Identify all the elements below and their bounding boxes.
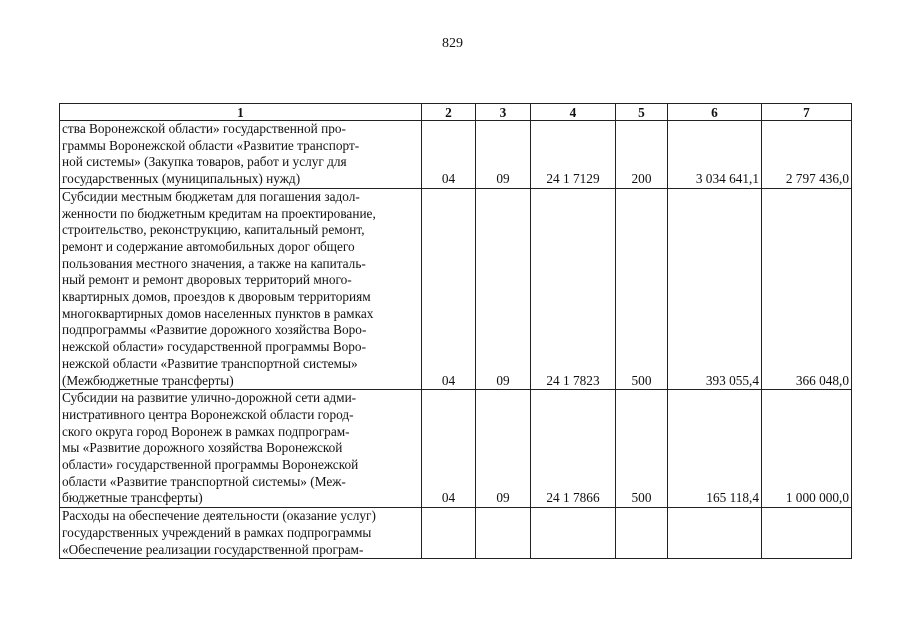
amount-year2-cell: 2 797 436,0: [762, 121, 852, 189]
description-line: Субсидии на развитие улично-дорожной сети адми-: [62, 390, 357, 406]
description-line: нежской области «Развитие транспортной системы»: [62, 355, 358, 371]
description-line: государственных учреждений в рамках подпрограммы: [62, 524, 372, 540]
amount-year2-cell: 366 048,0: [762, 188, 852, 389]
description-line: нистративного центра Воронежской области город-: [62, 406, 354, 422]
description-line: ной системы» (Закупка товаров, работ и услуг для: [62, 154, 347, 170]
amount-year1-cell: 165 118,4: [668, 390, 762, 508]
description-line: бюджетные трансферты): [62, 490, 203, 506]
column-header: 6: [668, 104, 762, 121]
target-article-cell: 24 1 7866: [531, 390, 616, 508]
table-row: [60, 390, 852, 508]
description-line: области» государственной программы Воронежской: [62, 457, 359, 473]
description-line: ского округа город Воронеж в рамках подпрограм-: [62, 423, 350, 439]
table-row: [60, 121, 852, 189]
target-article-cell: 24 1 7129: [531, 121, 616, 189]
description-line: ства Воронежской области» государственной про-: [62, 121, 346, 136]
description-line: нежской области» государственной программы Воро-: [62, 339, 366, 355]
description-line: ремонт и содержание автомобильных дорог общего: [62, 238, 355, 254]
row-description: [60, 508, 422, 559]
amount-year1-cell: [668, 508, 762, 559]
amount-year2-cell: [762, 508, 852, 559]
row-description: [60, 121, 422, 189]
target-article-cell: 24 1 7823: [531, 188, 616, 389]
table-header-row: [60, 104, 852, 121]
description-line: граммы Воронежской области «Развитие транспорт-: [62, 137, 360, 153]
expense-type-cell: [616, 508, 668, 559]
description-line: Субсидии местным бюджетам для погашения задол-: [62, 188, 360, 204]
description-line: мы «Развитие дорожного хозяйства Воронежской: [62, 440, 343, 456]
section-code-cell: 04: [422, 188, 476, 389]
subsection-code-cell: 09: [476, 390, 531, 508]
description-line: «Обеспечение реализации государственной програм-: [62, 541, 364, 557]
column-header: 4: [531, 104, 616, 121]
description-line: многоквартирных домов населенных пунктов в рамках: [62, 305, 374, 321]
column-header: 5: [616, 104, 668, 121]
description-line: квартирных домов, проездов к дворовым территориям: [62, 289, 371, 305]
description-line: строительство, реконструкцию, капитальный ремонт,: [62, 222, 365, 238]
description-line: подпрограммы «Развитие дорожного хозяйства Воро-: [62, 322, 367, 338]
table-row: [60, 188, 852, 389]
section-code-cell: [422, 508, 476, 559]
description-line: (Межбюджетные трансферты): [62, 372, 234, 388]
subsection-code-cell: 09: [476, 121, 531, 189]
row-description: [60, 390, 422, 508]
subsection-code-cell: 09: [476, 188, 531, 389]
section-code-cell: 04: [422, 390, 476, 508]
expense-type-cell: 500: [616, 390, 668, 508]
column-header: 2: [422, 104, 476, 121]
description-line: женности по бюджетным кредитам на проектирование,: [62, 205, 376, 221]
section-code-cell: 04: [422, 121, 476, 189]
row-description: [60, 188, 422, 389]
description-line: государственных (муниципальных) нужд): [62, 171, 301, 187]
description-line: ный ремонт и ремонт дворовых территорий много-: [62, 272, 352, 288]
expense-type-cell: 200: [616, 121, 668, 189]
table-row: [60, 508, 852, 559]
description-line: Расходы на обеспечение деятельности (оказание услуг): [62, 508, 376, 524]
column-header: 7: [762, 104, 852, 121]
amount-year1-cell: 393 055,4: [668, 188, 762, 389]
amount-year2-cell: 1 000 000,0: [762, 390, 852, 508]
description-line: пользования местного значения, а также на капиталь-: [62, 255, 366, 271]
column-header: 3: [476, 104, 531, 121]
target-article-cell: [531, 508, 616, 559]
budget-table: [59, 103, 852, 559]
amount-year1-cell: 3 034 641,1: [668, 121, 762, 189]
column-header: 1: [60, 104, 422, 121]
subsection-code-cell: [476, 508, 531, 559]
expense-type-cell: 500: [616, 188, 668, 389]
page-number: 829: [442, 36, 463, 51]
description-line: области «Развитие транспортной системы» (Меж-: [62, 473, 346, 489]
